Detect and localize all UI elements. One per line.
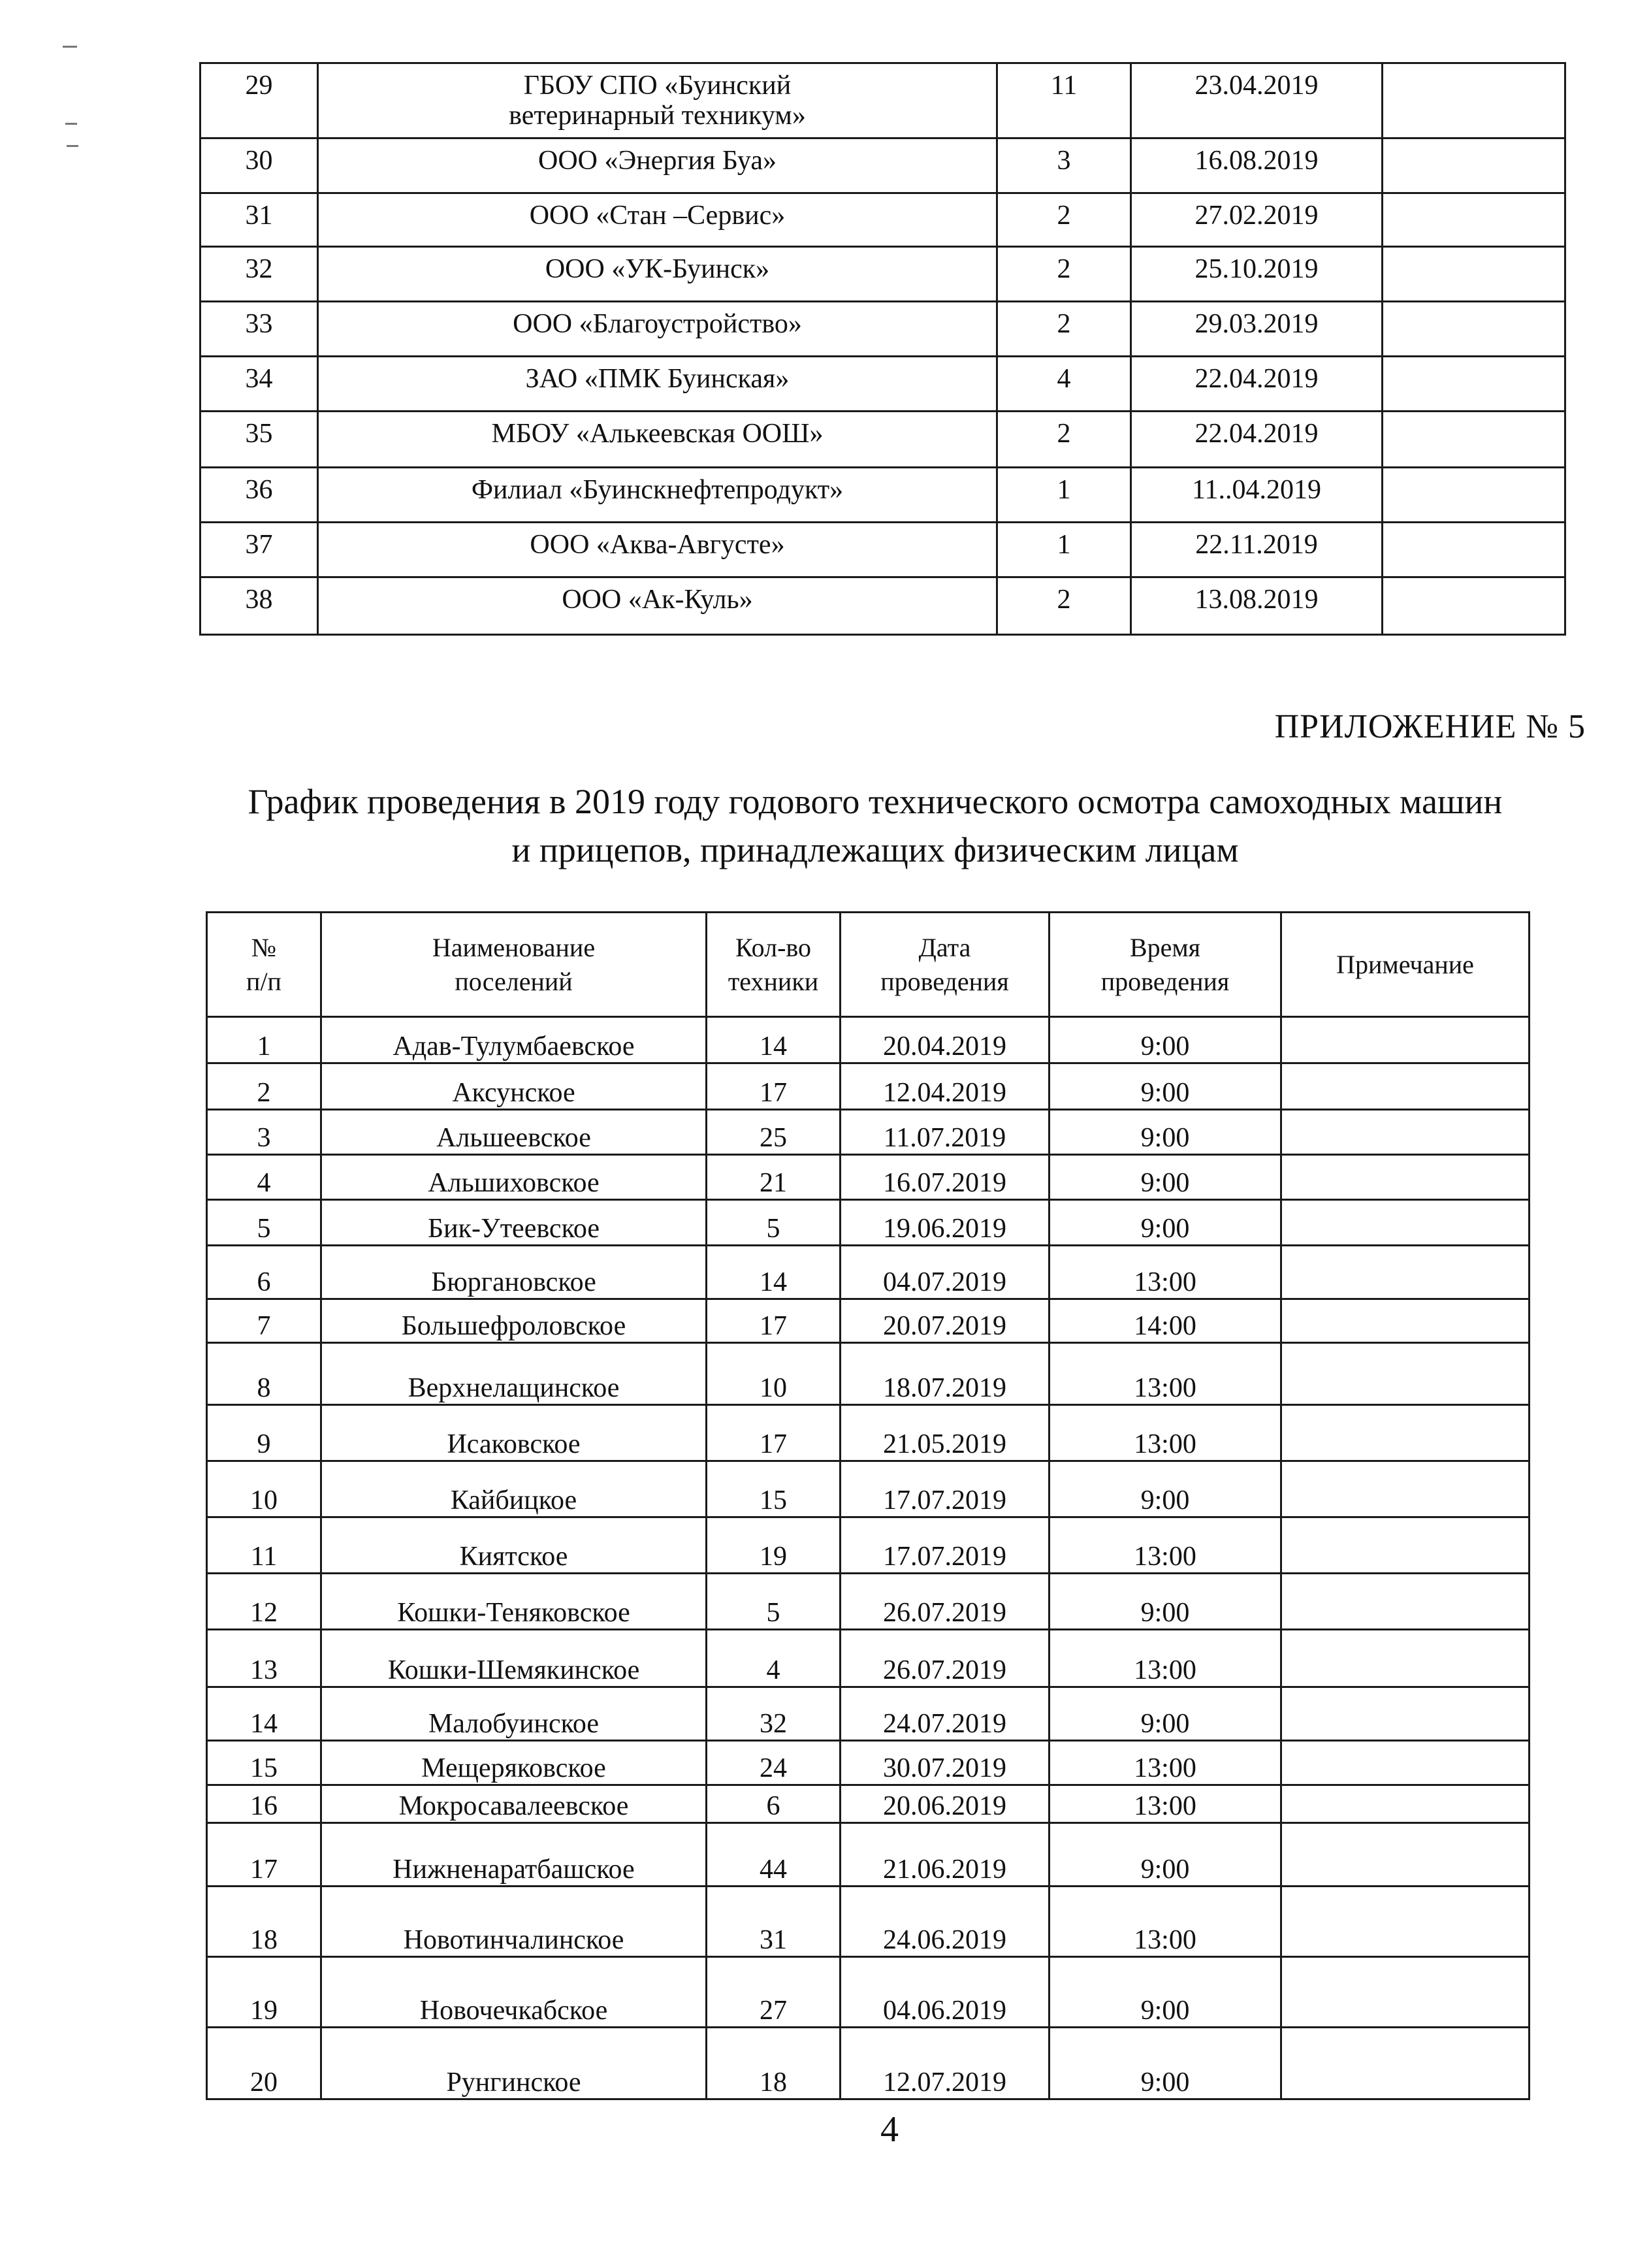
note-cell xyxy=(1383,302,1565,357)
inspection-date: 11..04.2019 xyxy=(1131,468,1383,523)
settlement-name: Мокросавалеевское xyxy=(321,1785,707,1823)
scan-mark xyxy=(65,123,77,125)
inspection-date: 04.06.2019 xyxy=(841,1957,1050,2028)
settlement-name: Бюргановское xyxy=(321,1246,707,1299)
table-row xyxy=(207,1461,1530,1517)
row-number: 34 xyxy=(200,357,318,412)
inspection-time: 9:00 xyxy=(1050,1574,1281,1630)
table-row xyxy=(207,1110,1530,1155)
equipment-count: 4 xyxy=(707,1630,841,1687)
settlement-name: Новочечкабское xyxy=(321,1957,707,2028)
table-row xyxy=(200,523,1565,577)
equipment-count: 2 xyxy=(997,193,1131,247)
equipment-count: 5 xyxy=(707,1574,841,1630)
table-row xyxy=(207,1887,1530,1957)
equipment-count: 15 xyxy=(707,1461,841,1517)
inspection-date: 17.07.2019 xyxy=(841,1517,1050,1574)
inspection-date: 26.07.2019 xyxy=(841,1630,1050,1687)
organization-name: МБОУ «Алькеевская ООШ» xyxy=(318,412,997,468)
note-cell xyxy=(1281,1063,1530,1110)
row-number: 5 xyxy=(207,1200,321,1246)
title-line: График проведения в 2019 году годового технического осмотра самоходных машин xyxy=(248,782,1503,821)
equipment-count: 6 xyxy=(707,1785,841,1823)
inspection-date: 12.07.2019 xyxy=(841,2028,1050,2099)
settlement-name: Кошки-Теняковское xyxy=(321,1574,707,1630)
row-number: 33 xyxy=(200,302,318,357)
note-cell xyxy=(1281,1405,1530,1461)
row-number: 19 xyxy=(207,1957,321,2028)
equipment-count: 1 xyxy=(997,468,1131,523)
table-row xyxy=(207,1155,1530,1200)
table-row xyxy=(207,1517,1530,1574)
title-line: и прицепов, принадлежащих физическим лицам xyxy=(511,830,1239,869)
note-cell xyxy=(1383,577,1565,635)
inspection-date: 20.04.2019 xyxy=(841,1017,1050,1063)
organization-name: ООО «Аква-Августе» xyxy=(318,523,997,577)
note-cell xyxy=(1383,138,1565,193)
equipment-count: 21 xyxy=(707,1155,841,1200)
equipment-count: 1 xyxy=(997,523,1131,577)
settlement-name: Киятское xyxy=(321,1517,707,1574)
note-cell xyxy=(1383,193,1565,247)
table-row xyxy=(200,412,1565,468)
equipment-count: 18 xyxy=(707,2028,841,2099)
equipment-count: 2 xyxy=(997,302,1131,357)
header-time: Время проведения xyxy=(1050,913,1281,1017)
inspection-time: 9:00 xyxy=(1050,1461,1281,1517)
header-count: Кол-во техники xyxy=(707,913,841,1017)
inspection-time: 9:00 xyxy=(1050,1687,1281,1741)
equipment-count: 27 xyxy=(707,1957,841,2028)
inspection-date: 23.04.2019 xyxy=(1131,63,1383,138)
equipment-count: 2 xyxy=(997,577,1131,635)
header-number: № п/п xyxy=(207,913,321,1017)
scan-mark xyxy=(67,145,78,147)
row-number: 11 xyxy=(207,1517,321,1574)
row-number: 38 xyxy=(200,577,318,635)
inspection-date: 22.04.2019 xyxy=(1131,357,1383,412)
settlement-name: Новотинчалинское xyxy=(321,1887,707,1957)
settlement-name: Адав-Тулумбаевское xyxy=(321,1017,707,1063)
header-settlement: Наименование поселений xyxy=(321,913,707,1017)
organization-name: ООО «Ак-Куль» xyxy=(318,577,997,635)
note-cell xyxy=(1281,1246,1530,1299)
row-number: 29 xyxy=(200,63,318,138)
inspection-date: 22.04.2019 xyxy=(1131,412,1383,468)
row-number: 3 xyxy=(207,1110,321,1155)
organizations-table xyxy=(199,62,1566,636)
row-number: 6 xyxy=(207,1246,321,1299)
organization-name: ГБОУ СПО «Буинский ветеринарный техникум» xyxy=(318,63,997,138)
inspection-date: 17.07.2019 xyxy=(841,1461,1050,1517)
row-number: 14 xyxy=(207,1687,321,1741)
inspection-time: 13:00 xyxy=(1050,1343,1281,1405)
note-cell xyxy=(1281,1343,1530,1405)
row-number: 30 xyxy=(200,138,318,193)
row-number: 2 xyxy=(207,1063,321,1110)
inspection-time: 9:00 xyxy=(1050,1063,1281,1110)
row-number: 7 xyxy=(207,1299,321,1343)
organization-name: ООО «Благоустройство» xyxy=(318,302,997,357)
settlement-name: Верхнелащинское xyxy=(321,1343,707,1405)
equipment-count: 11 xyxy=(997,63,1131,138)
note-cell xyxy=(1383,523,1565,577)
inspection-time: 13:00 xyxy=(1050,1246,1281,1299)
note-cell xyxy=(1281,1957,1530,2028)
settlement-name: Альшиховское xyxy=(321,1155,707,1200)
settlement-name: Рунгинское xyxy=(321,2028,707,2099)
row-number: 18 xyxy=(207,1887,321,1957)
note-cell xyxy=(1281,1017,1530,1063)
note-cell xyxy=(1281,1630,1530,1687)
table-row xyxy=(207,1200,1530,1246)
inspection-time: 13:00 xyxy=(1050,1785,1281,1823)
row-number: 10 xyxy=(207,1461,321,1517)
equipment-count: 14 xyxy=(707,1246,841,1299)
inspection-time: 9:00 xyxy=(1050,2028,1281,2099)
note-cell xyxy=(1383,247,1565,302)
inspection-time: 13:00 xyxy=(1050,1517,1281,1574)
note-cell xyxy=(1281,1741,1530,1785)
table-row xyxy=(207,1957,1530,2028)
inspection-date: 29.03.2019 xyxy=(1131,302,1383,357)
settlement-name: Большефроловское xyxy=(321,1299,707,1343)
table-row xyxy=(207,1063,1530,1110)
row-number: 31 xyxy=(200,193,318,247)
row-number: 9 xyxy=(207,1405,321,1461)
table-row xyxy=(200,193,1565,247)
equipment-count: 31 xyxy=(707,1887,841,1957)
equipment-count: 5 xyxy=(707,1200,841,1246)
settlement-name: Малобуинское xyxy=(321,1687,707,1741)
inspection-date: 24.06.2019 xyxy=(841,1887,1050,1957)
table-row xyxy=(200,577,1565,635)
settlement-name: Кайбицкое xyxy=(321,1461,707,1517)
inspection-date: 16.07.2019 xyxy=(841,1155,1050,1200)
inspection-date: 18.07.2019 xyxy=(841,1343,1050,1405)
table-row xyxy=(207,2028,1530,2099)
inspection-time: 14:00 xyxy=(1050,1299,1281,1343)
table-row xyxy=(200,302,1565,357)
note-cell xyxy=(1281,1687,1530,1741)
equipment-count: 32 xyxy=(707,1687,841,1741)
equipment-count: 4 xyxy=(997,357,1131,412)
row-number: 37 xyxy=(200,523,318,577)
table-row xyxy=(200,468,1565,523)
settlement-name: Альшеевское xyxy=(321,1110,707,1155)
equipment-count: 14 xyxy=(707,1017,841,1063)
inspection-date: 20.06.2019 xyxy=(841,1785,1050,1823)
inspection-date: 26.07.2019 xyxy=(841,1574,1050,1630)
organization-name: ООО «Энергия Буа» xyxy=(318,138,997,193)
note-cell xyxy=(1281,1110,1530,1155)
table-row xyxy=(207,1687,1530,1741)
scan-mark xyxy=(63,46,77,48)
note-cell xyxy=(1281,1155,1530,1200)
equipment-count: 17 xyxy=(707,1299,841,1343)
row-number: 13 xyxy=(207,1630,321,1687)
inspection-time: 9:00 xyxy=(1050,1110,1281,1155)
equipment-count: 2 xyxy=(997,412,1131,468)
organization-name: Филиал «Буинскнефтепродукт» xyxy=(318,468,997,523)
equipment-count: 2 xyxy=(997,247,1131,302)
table-row xyxy=(200,63,1565,138)
note-cell xyxy=(1281,1299,1530,1343)
page-number: 4 xyxy=(880,2109,899,2150)
row-number: 15 xyxy=(207,1741,321,1785)
inspection-date: 25.10.2019 xyxy=(1131,247,1383,302)
note-cell xyxy=(1383,357,1565,412)
row-number: 20 xyxy=(207,2028,321,2099)
page-title xyxy=(170,777,1580,874)
table-row xyxy=(200,138,1565,193)
table-row xyxy=(207,1785,1530,1823)
table-header-row xyxy=(207,913,1530,1017)
inspection-date: 11.07.2019 xyxy=(841,1110,1050,1155)
table-row xyxy=(207,1630,1530,1687)
row-number: 35 xyxy=(200,412,318,468)
equipment-count: 44 xyxy=(707,1823,841,1887)
table-row xyxy=(207,1017,1530,1063)
note-cell xyxy=(1383,468,1565,523)
organization-name: ООО «УК-Буинск» xyxy=(318,247,997,302)
settlement-name: Аксунское xyxy=(321,1063,707,1110)
note-cell xyxy=(1281,1574,1530,1630)
row-number: 17 xyxy=(207,1823,321,1887)
equipment-count: 25 xyxy=(707,1110,841,1155)
equipment-count: 17 xyxy=(707,1405,841,1461)
equipment-count: 3 xyxy=(997,138,1131,193)
inspection-time: 13:00 xyxy=(1050,1630,1281,1687)
table-row xyxy=(207,1823,1530,1887)
row-number: 4 xyxy=(207,1155,321,1200)
inspection-date: 13.08.2019 xyxy=(1131,577,1383,635)
inspection-date: 19.06.2019 xyxy=(841,1200,1050,1246)
note-cell xyxy=(1281,1517,1530,1574)
row-number: 1 xyxy=(207,1017,321,1063)
row-number: 16 xyxy=(207,1785,321,1823)
settlement-name: Мещеряковское xyxy=(321,1741,707,1785)
note-cell xyxy=(1383,63,1565,138)
inspection-date: 16.08.2019 xyxy=(1131,138,1383,193)
table-row xyxy=(207,1574,1530,1630)
inspection-time: 9:00 xyxy=(1050,1200,1281,1246)
table-row xyxy=(200,247,1565,302)
note-cell xyxy=(1281,2028,1530,2099)
settlement-name: Кошки-Шемякинское xyxy=(321,1630,707,1687)
note-cell xyxy=(1383,412,1565,468)
header-note: Примечание xyxy=(1281,913,1530,1017)
inspection-time: 13:00 xyxy=(1050,1741,1281,1785)
equipment-count: 17 xyxy=(707,1063,841,1110)
table-row xyxy=(207,1246,1530,1299)
table-row xyxy=(207,1741,1530,1785)
inspection-time: 13:00 xyxy=(1050,1887,1281,1957)
table-row xyxy=(207,1343,1530,1405)
organization-name: ЗАО «ПМК Буинская» xyxy=(318,357,997,412)
table-row xyxy=(207,1299,1530,1343)
settlement-name: Бик-Утеевское xyxy=(321,1200,707,1246)
table-row xyxy=(207,1405,1530,1461)
note-cell xyxy=(1281,1461,1530,1517)
inspection-date: 20.07.2019 xyxy=(841,1299,1050,1343)
row-number: 8 xyxy=(207,1343,321,1405)
note-cell xyxy=(1281,1200,1530,1246)
equipment-count: 24 xyxy=(707,1741,841,1785)
row-number: 36 xyxy=(200,468,318,523)
table-row xyxy=(200,357,1565,412)
inspection-date: 27.02.2019 xyxy=(1131,193,1383,247)
inspection-time: 9:00 xyxy=(1050,1957,1281,2028)
equipment-count: 19 xyxy=(707,1517,841,1574)
note-cell xyxy=(1281,1887,1530,1957)
appendix-label: ПРИЛОЖЕНИЕ № 5 xyxy=(1274,708,1586,745)
inspection-schedule-table xyxy=(206,911,1530,2100)
inspection-time: 9:00 xyxy=(1050,1155,1281,1200)
note-cell xyxy=(1281,1785,1530,1823)
inspection-date: 21.05.2019 xyxy=(841,1405,1050,1461)
inspection-date: 12.04.2019 xyxy=(841,1063,1050,1110)
inspection-date: 04.07.2019 xyxy=(841,1246,1050,1299)
header-date: Дата проведения xyxy=(841,913,1050,1017)
inspection-date: 24.07.2019 xyxy=(841,1687,1050,1741)
inspection-time: 9:00 xyxy=(1050,1017,1281,1063)
inspection-date: 22.11.2019 xyxy=(1131,523,1383,577)
organization-name: ООО «Стан –Сервис» xyxy=(318,193,997,247)
inspection-time: 9:00 xyxy=(1050,1823,1281,1887)
settlement-name: Нижненаратбашское xyxy=(321,1823,707,1887)
settlement-name: Исаковское xyxy=(321,1405,707,1461)
equipment-count: 10 xyxy=(707,1343,841,1405)
inspection-date: 30.07.2019 xyxy=(841,1741,1050,1785)
row-number: 12 xyxy=(207,1574,321,1630)
inspection-time: 13:00 xyxy=(1050,1405,1281,1461)
note-cell xyxy=(1281,1823,1530,1887)
inspection-date: 21.06.2019 xyxy=(841,1823,1050,1887)
row-number: 32 xyxy=(200,247,318,302)
